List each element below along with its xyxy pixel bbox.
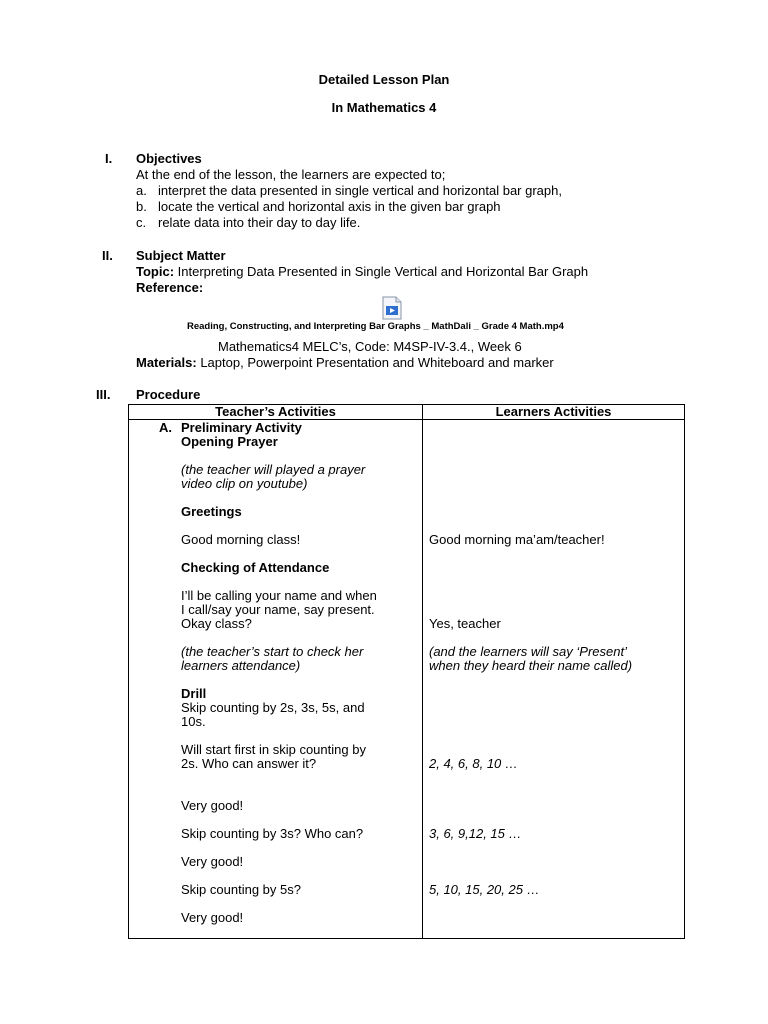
objective-item-c: relate data into their day to day life. [158,215,361,230]
subject-matter-heading: Subject Matter [136,248,226,263]
learners-yes-teacher: Yes, teacher [429,616,501,631]
greetings-heading: Greetings [181,504,242,519]
section-numeral-subject-matter: II. [102,248,113,263]
learners-good-morning: Good morning ma’am/teacher! [429,532,605,547]
teacher-good-morning: Good morning class! [181,532,301,547]
objective-item-b: locate the vertical and horizontal axis in the given bar graph [158,199,501,214]
procedure-table-row [129,420,685,939]
preliminary-activity-title: Preliminary Activity [181,420,302,435]
objectives-heading: Objectives [136,151,202,166]
procedure-heading: Procedure [136,387,201,402]
procedure-table [128,404,685,939]
topic-line [136,264,588,279]
document-subtitle: In Mathematics 4 [331,100,437,115]
will-start-line-1: Will start first in skip counting by [181,742,366,757]
section-numeral-procedure: III. [96,387,111,402]
learners-activities-cell [423,420,685,939]
learners-count-5s: 5, 10, 15, 20, 25 … [429,882,540,897]
preliminary-letter: A. [159,420,172,435]
document-title: Detailed Lesson Plan [318,72,450,87]
will-start-line-2: 2s. Who can answer it? [181,756,317,771]
skip-5s-question: Skip counting by 5s? [181,882,301,897]
skip-counting-line-1: Skip counting by 2s, 3s, 5s, and [181,700,365,715]
materials-line [136,355,554,370]
learners-count-2s: 2, 4, 6, 8, 10 … [429,756,518,771]
drill-heading: Drill [181,686,207,701]
reference-file-name[interactable]: Reading, Constructing, and Interpreting Bar Graphs _ MathDali _ Grade 4 Math.mp4 [187,321,564,332]
reference-label: Reference: [136,280,204,295]
objective-letter-c: c. [136,215,147,230]
objective-letter-a: a. [136,183,147,198]
check-note-line-2: learners attendance) [181,658,301,673]
materials-value: Laptop, Powerpoint Presentation and Whiteboard and marker [200,355,554,370]
teacher-activities-cell [129,420,423,939]
section-numeral-objectives: I. [105,151,113,166]
topic-value: Interpreting Data Presented in Single Vertical and Horizontal Bar Graph [177,264,589,279]
present-note-line-1: (and the learners will say ‘Present’ [429,644,627,659]
topic-label: Topic: [136,264,175,279]
objectives-intro: At the end of the lesson, the learners are expected to; [136,167,446,182]
learners-count-3s: 3, 6, 9,12, 15 … [429,826,522,841]
opening-prayer-heading: Opening Prayer [181,434,278,449]
skip-3s-question: Skip counting by 3s? Who can? [181,826,364,841]
procedure-table-header-row [129,405,685,420]
check-note-line-1: (the teacher’s start to check her [181,644,364,659]
learners-activities-header: Learners Activities [423,405,685,420]
very-good-2: Very good! [181,854,244,869]
prayer-note-line-2: video clip on youtube) [181,476,308,491]
very-good-1: Very good! [181,798,244,813]
call-name-line-1: I’ll be calling your name and when [181,588,377,603]
attendance-heading: Checking of Attendance [181,560,330,575]
skip-counting-line-2: 10s. [181,714,206,729]
teacher-activities-header: Teacher’s Activities [129,405,423,420]
melc-line: Mathematics4 MELC’s, Code: M4SP-IV-3.4., Week 6 [218,339,522,354]
video-file-icon[interactable] [381,296,403,320]
prayer-note-line-1: (the teacher will played a prayer [181,462,366,477]
call-name-line-3: Okay class? [181,616,252,631]
objective-item-a: interpret the data presented in single vertical and horizontal bar graph, [158,183,562,198]
materials-label: Materials: [136,355,197,370]
objective-letter-b: b. [136,199,147,214]
call-name-line-2: I call/say your name, say present. [181,602,375,617]
very-good-3: Very good! [181,910,244,925]
present-note-line-2: when they heard their name called) [429,658,633,673]
